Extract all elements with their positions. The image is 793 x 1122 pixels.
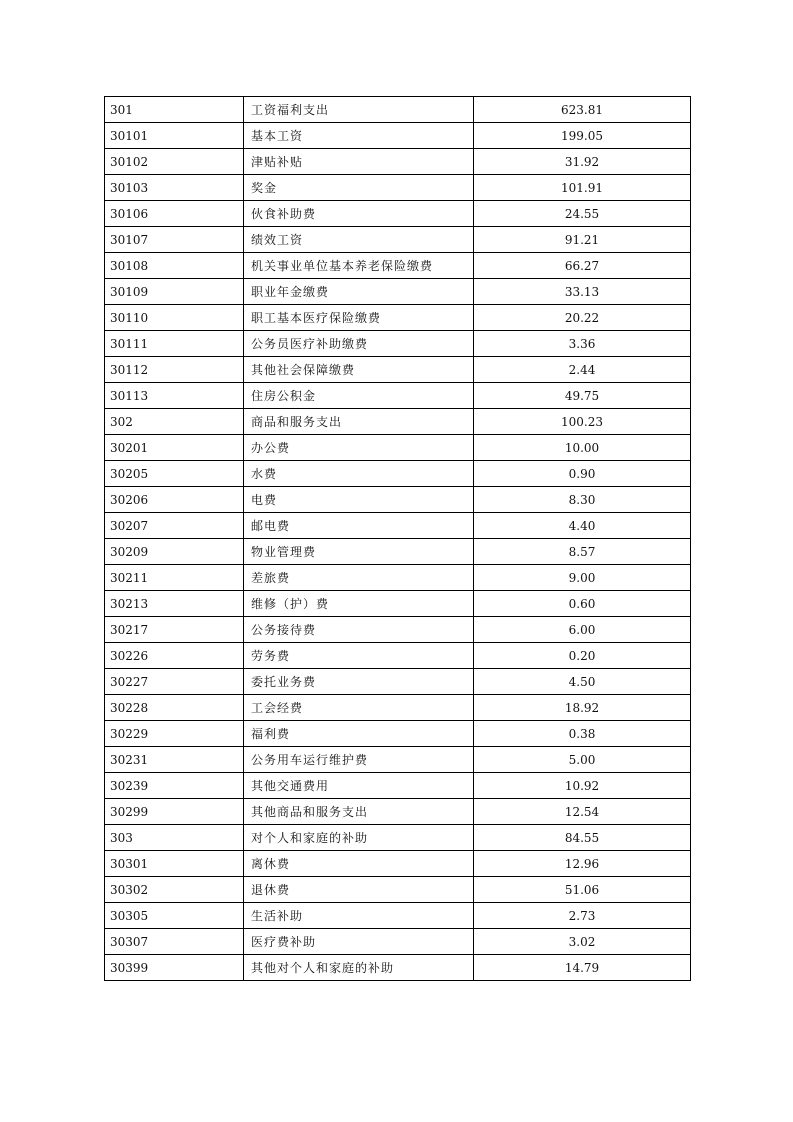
row-amount-cell: 14.79 xyxy=(474,955,691,981)
table-row xyxy=(105,279,691,305)
row-amount-cell: 31.92 xyxy=(474,149,691,175)
row-amount-cell: 10.92 xyxy=(474,773,691,799)
row-amount-cell: 0.90 xyxy=(474,461,691,487)
table-row xyxy=(105,305,691,331)
row-name-cell: 绩效工资 xyxy=(244,227,474,253)
row-name-cell: 医疗费补助 xyxy=(244,929,474,955)
row-amount-cell: 8.30 xyxy=(474,487,691,513)
row-amount-cell: 24.55 xyxy=(474,201,691,227)
table-row xyxy=(105,929,691,955)
row-amount-cell: 0.20 xyxy=(474,643,691,669)
table-row xyxy=(105,357,691,383)
row-name-cell: 其他对个人和家庭的补助 xyxy=(244,955,474,981)
table-row xyxy=(105,565,691,591)
table-row xyxy=(105,903,691,929)
row-name-cell: 电费 xyxy=(244,487,474,513)
table-row xyxy=(105,461,691,487)
row-code-cell: 30108 xyxy=(105,253,244,279)
row-code-cell: 30217 xyxy=(105,617,244,643)
row-amount-cell: 100.23 xyxy=(474,409,691,435)
table-row xyxy=(105,123,691,149)
row-amount-cell: 4.40 xyxy=(474,513,691,539)
row-name-cell: 其他交通费用 xyxy=(244,773,474,799)
row-code-cell: 30207 xyxy=(105,513,244,539)
row-code-cell: 30112 xyxy=(105,357,244,383)
row-name-cell: 工会经费 xyxy=(244,695,474,721)
table-row xyxy=(105,227,691,253)
row-code-cell: 30228 xyxy=(105,695,244,721)
row-code-cell: 303 xyxy=(105,825,244,851)
row-amount-cell: 33.13 xyxy=(474,279,691,305)
expenditure-table xyxy=(104,96,691,981)
table-body xyxy=(105,97,691,981)
row-code-cell: 30101 xyxy=(105,123,244,149)
row-name-cell: 公务员医疗补助缴费 xyxy=(244,331,474,357)
row-name-cell: 差旅费 xyxy=(244,565,474,591)
row-code-cell: 30111 xyxy=(105,331,244,357)
row-name-cell: 离休费 xyxy=(244,851,474,877)
row-code-cell: 301 xyxy=(105,97,244,123)
table-row xyxy=(105,799,691,825)
row-amount-cell: 10.00 xyxy=(474,435,691,461)
table-row xyxy=(105,513,691,539)
row-amount-cell: 20.22 xyxy=(474,305,691,331)
table-row xyxy=(105,747,691,773)
row-amount-cell: 2.73 xyxy=(474,903,691,929)
table-row xyxy=(105,487,691,513)
row-code-cell: 30305 xyxy=(105,903,244,929)
row-amount-cell: 5.00 xyxy=(474,747,691,773)
row-amount-cell: 8.57 xyxy=(474,539,691,565)
table-row xyxy=(105,97,691,123)
row-code-cell: 30231 xyxy=(105,747,244,773)
row-name-cell: 水费 xyxy=(244,461,474,487)
row-code-cell: 30307 xyxy=(105,929,244,955)
row-amount-cell: 12.54 xyxy=(474,799,691,825)
row-code-cell: 30226 xyxy=(105,643,244,669)
table-row xyxy=(105,149,691,175)
row-amount-cell: 4.50 xyxy=(474,669,691,695)
row-code-cell: 30227 xyxy=(105,669,244,695)
row-amount-cell: 84.55 xyxy=(474,825,691,851)
row-code-cell: 30103 xyxy=(105,175,244,201)
table-row xyxy=(105,955,691,981)
row-amount-cell: 199.05 xyxy=(474,123,691,149)
table-row xyxy=(105,669,691,695)
row-amount-cell: 623.81 xyxy=(474,97,691,123)
row-code-cell: 30110 xyxy=(105,305,244,331)
table-row xyxy=(105,851,691,877)
row-code-cell: 30109 xyxy=(105,279,244,305)
row-amount-cell: 6.00 xyxy=(474,617,691,643)
row-name-cell: 物业管理费 xyxy=(244,539,474,565)
row-code-cell: 30205 xyxy=(105,461,244,487)
row-name-cell: 邮电费 xyxy=(244,513,474,539)
row-code-cell: 30206 xyxy=(105,487,244,513)
table-row xyxy=(105,617,691,643)
row-name-cell: 其他商品和服务支出 xyxy=(244,799,474,825)
table-row xyxy=(105,253,691,279)
row-name-cell: 职业年金缴费 xyxy=(244,279,474,305)
row-name-cell: 对个人和家庭的补助 xyxy=(244,825,474,851)
row-amount-cell: 3.02 xyxy=(474,929,691,955)
row-name-cell: 维修（护）费 xyxy=(244,591,474,617)
row-name-cell: 工资福利支出 xyxy=(244,97,474,123)
row-code-cell: 30107 xyxy=(105,227,244,253)
row-code-cell: 30213 xyxy=(105,591,244,617)
table-row xyxy=(105,201,691,227)
row-name-cell: 住房公积金 xyxy=(244,383,474,409)
row-code-cell: 30106 xyxy=(105,201,244,227)
row-code-cell: 30209 xyxy=(105,539,244,565)
row-amount-cell: 101.91 xyxy=(474,175,691,201)
table-row xyxy=(105,695,691,721)
row-name-cell: 伙食补助费 xyxy=(244,201,474,227)
row-code-cell: 30239 xyxy=(105,773,244,799)
table-row xyxy=(105,331,691,357)
row-name-cell: 奖金 xyxy=(244,175,474,201)
row-name-cell: 商品和服务支出 xyxy=(244,409,474,435)
row-name-cell: 生活补助 xyxy=(244,903,474,929)
row-name-cell: 退休费 xyxy=(244,877,474,903)
row-amount-cell: 51.06 xyxy=(474,877,691,903)
table-row xyxy=(105,409,691,435)
table-row xyxy=(105,175,691,201)
row-amount-cell: 12.96 xyxy=(474,851,691,877)
row-name-cell: 基本工资 xyxy=(244,123,474,149)
row-name-cell: 其他社会保障缴费 xyxy=(244,357,474,383)
row-amount-cell: 91.21 xyxy=(474,227,691,253)
row-name-cell: 劳务费 xyxy=(244,643,474,669)
row-name-cell: 津贴补贴 xyxy=(244,149,474,175)
row-amount-cell: 9.00 xyxy=(474,565,691,591)
table-row xyxy=(105,539,691,565)
table-row xyxy=(105,591,691,617)
table-row xyxy=(105,825,691,851)
row-code-cell: 30102 xyxy=(105,149,244,175)
table-row xyxy=(105,773,691,799)
row-code-cell: 302 xyxy=(105,409,244,435)
row-code-cell: 30113 xyxy=(105,383,244,409)
row-name-cell: 机关事业单位基本养老保险缴费 xyxy=(244,253,474,279)
row-code-cell: 30399 xyxy=(105,955,244,981)
row-amount-cell: 66.27 xyxy=(474,253,691,279)
row-name-cell: 公务接待费 xyxy=(244,617,474,643)
row-code-cell: 30211 xyxy=(105,565,244,591)
row-name-cell: 办公费 xyxy=(244,435,474,461)
row-code-cell: 30229 xyxy=(105,721,244,747)
row-code-cell: 30201 xyxy=(105,435,244,461)
row-code-cell: 30301 xyxy=(105,851,244,877)
row-amount-cell: 0.60 xyxy=(474,591,691,617)
table-row xyxy=(105,435,691,461)
row-name-cell: 公务用车运行维护费 xyxy=(244,747,474,773)
table-row xyxy=(105,383,691,409)
table-row xyxy=(105,643,691,669)
row-amount-cell: 2.44 xyxy=(474,357,691,383)
row-amount-cell: 18.92 xyxy=(474,695,691,721)
row-name-cell: 委托业务费 xyxy=(244,669,474,695)
row-code-cell: 30299 xyxy=(105,799,244,825)
table-row xyxy=(105,721,691,747)
row-amount-cell: 3.36 xyxy=(474,331,691,357)
row-code-cell: 30302 xyxy=(105,877,244,903)
row-amount-cell: 0.38 xyxy=(474,721,691,747)
row-name-cell: 福利费 xyxy=(244,721,474,747)
table-row xyxy=(105,877,691,903)
row-amount-cell: 49.75 xyxy=(474,383,691,409)
row-name-cell: 职工基本医疗保险缴费 xyxy=(244,305,474,331)
